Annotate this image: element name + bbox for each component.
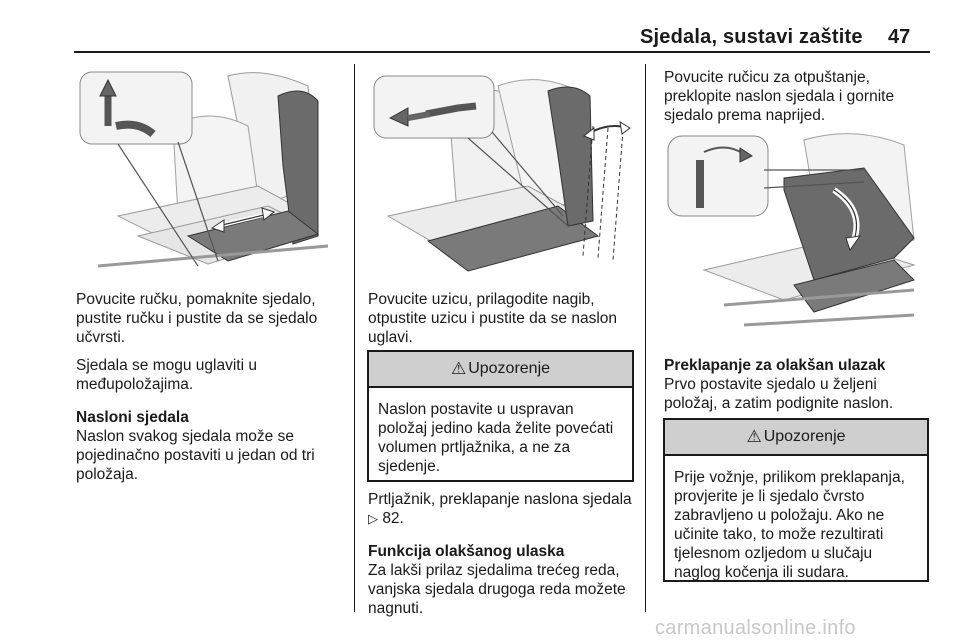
warning-header [369, 352, 632, 388]
page-number: 47 [888, 26, 911, 48]
warning-title-2: Upozorenje [763, 428, 846, 445]
column-2-text [368, 290, 636, 356]
column-3-text-lower [664, 356, 929, 422]
header-rule [74, 51, 930, 53]
col2-paragraph-2: Prtljažnik, preklapanje naslona sjedala [368, 491, 632, 508]
col2-paragraph-1: Povucite uzicu, prilagodite nagib, otpustite uzicu i pustite da se naslon uglavi. [368, 291, 618, 346]
warning-triangle-icon-2: ⚠ [746, 427, 762, 446]
column-1-text [76, 290, 338, 493]
column-2-text-lower [368, 490, 638, 627]
warning-title: Upozorenje [468, 360, 551, 377]
warning-box-backrest [367, 350, 634, 482]
col2-paragraph-3: Za lakši prilaz sjedalima trećeg reda, vanjska sjedala drugoga reda možete nagnuti. [368, 562, 626, 617]
col3-subheading: Preklapanje za olakšan ulazak [664, 357, 886, 374]
col1-subheading: Nasloni sjedala [76, 409, 189, 426]
figure-seat-slide [78, 66, 340, 276]
col1-paragraph-2: Sjedala se mogu uglaviti u međupoložajima. [76, 357, 257, 393]
warning-header-2 [665, 420, 927, 456]
column-3-text [664, 68, 926, 134]
col1-paragraph-3: Naslon svakog sjedala može se pojedinačno postaviti u jedan od tri položaja. [76, 428, 315, 483]
col3-paragraph-1: Povucite ručicu za otpuštanje, preklopite naslon sjedala i gornite sjedalo prema naprijed. [664, 69, 895, 124]
warning-triangle-icon: ⚠ [450, 359, 467, 378]
col2-subheading: Funkcija olakšanog ulaska [368, 543, 565, 560]
page-reference-arrow-icon: ▷ [368, 511, 378, 526]
warning-text: Naslon postavite u uspravan položaj jedino kada želite povećati volumen prtljažnika, a ne za sjedenje. [378, 401, 614, 475]
figure-easy-entry [664, 130, 926, 342]
watermark: carmanualsonline.info [655, 617, 856, 639]
page-header-title: Sjedala, sustavi zaštite [640, 26, 863, 48]
warning-box-easy-entry [663, 418, 929, 582]
col2-page-reference[interactable]: 82. [382, 510, 404, 527]
figure-backrest-tilt [368, 66, 632, 276]
column-separator-1 [354, 64, 355, 612]
warning-text-2: Prije vožnje, prilikom preklapanja, provjerite je li sjedalo čvrsto zabravljeno u položaju. Ako ne učinite tako, to može rezultirati tjelesnom ozljedom u slučaju naglog kočenja ili sudara. [674, 469, 905, 581]
column-separator-2 [645, 64, 646, 612]
col1-paragraph-1: Povucite ručku, pomaknite sjedalo, pustite ručku i pustite da se sjedalo učvrsti. [76, 291, 318, 346]
col3-paragraph-2: Prvo postavite sjedalo u željeni položaj, a zatim podignite naslon. [664, 376, 894, 412]
